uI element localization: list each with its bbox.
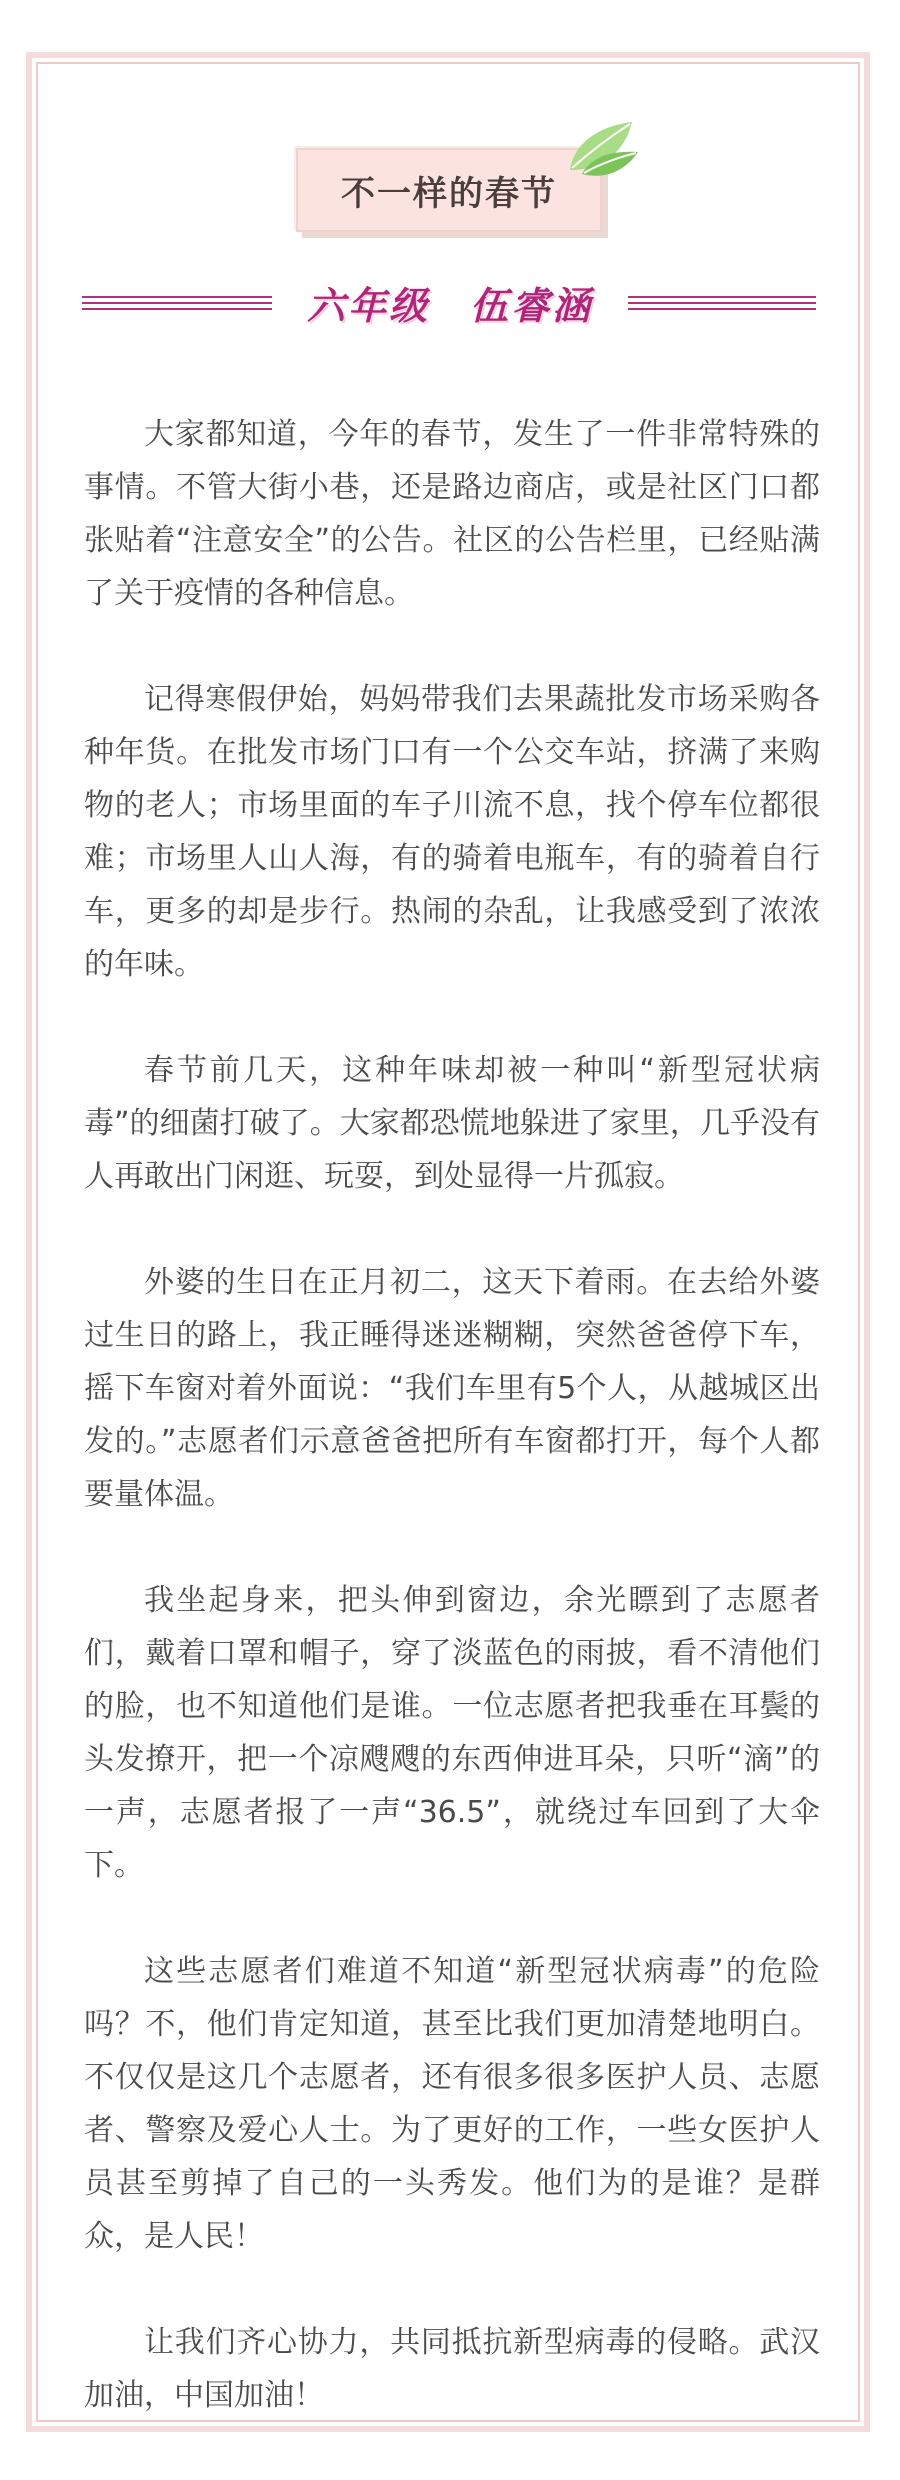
title-box <box>296 148 602 232</box>
article-body <box>84 408 820 2475</box>
author-name: 伍睿涵 <box>470 283 594 328</box>
author-grade: 六年级 <box>306 283 430 328</box>
paragraph: 我坐起身来，把头伸到窗边，余光瞟到了志愿者们，戴着口罩和帽子，穿了淡蓝色的雨披，看不清他们的脸，也不知道他们是谁。一位志愿者把我垂在耳鬓的头发撩开，把一个凉飕飕的东西伸进耳朵，只听“滴”的一声，志愿者报了一声“36.5”，就绕过车回到了大伞下。 <box>84 1583 820 1883</box>
byline-row <box>0 278 900 334</box>
paragraph: 让我们齐心协力，共同抵抗新型病毒的侵略。武汉加油，中国加油！ <box>84 2325 820 2413</box>
decorative-rule-left <box>82 296 272 316</box>
paragraph: 这些志愿者们难道不知道“新型冠状病毒”的危险吗？不，他们肯定知道，甚至比我们更加清楚地明白。不仅仅是这几个志愿者，还有很多很多医护人员、志愿者、警察及爱心人士。为了更好的工作，一些女医护人员甚至剪掉了自己的一头秀发。他们为的是谁？是群众，是人民！ <box>84 1954 820 2254</box>
leaf-icon <box>560 112 644 184</box>
paragraph: 记得寒假伊始，妈妈带我们去果蔬批发市场采购各种年货。在批发市场门口有一个公交车站，挤满了来购物的老人；市场里面的车子川流不息，找个停车位都很难；市场里人山人海，有的骑着电瓶车，有的骑着自行车，更多的却是步行。热闹的杂乱，让我感受到了浓浓的年味。 <box>84 682 820 982</box>
decorative-rule-right <box>628 296 816 316</box>
paragraph: 春节前几天，这种年味却被一种叫“新型冠状病毒”的细菌打破了。大家都恐慌地躲进了家里，几乎没有人再敢出门闲逛、玩耍，到处显得一片孤寂。 <box>84 1053 820 1194</box>
page-title: 不一样的春节 <box>341 173 557 214</box>
paragraph: 大家都知道，今年的春节，发生了一件非常特殊的事情。不管大街小巷，还是路边商店，或是社区门口都张贴着“注意安全”的公告。社区的公告栏里，已经贴满了关于疫情的各种信息。 <box>84 417 820 611</box>
paragraph: 外婆的生日在正月初二，这天下着雨。在去给外婆过生日的路上，我正睡得迷迷糊糊，突然爸爸停下车，摇下车窗对着外面说：“我们车里有5个人，从越城区出发的。”志愿者们示意爸爸把所有车窗都打开，每个人都要量体温。 <box>84 1265 820 1512</box>
author-byline <box>272 280 628 332</box>
